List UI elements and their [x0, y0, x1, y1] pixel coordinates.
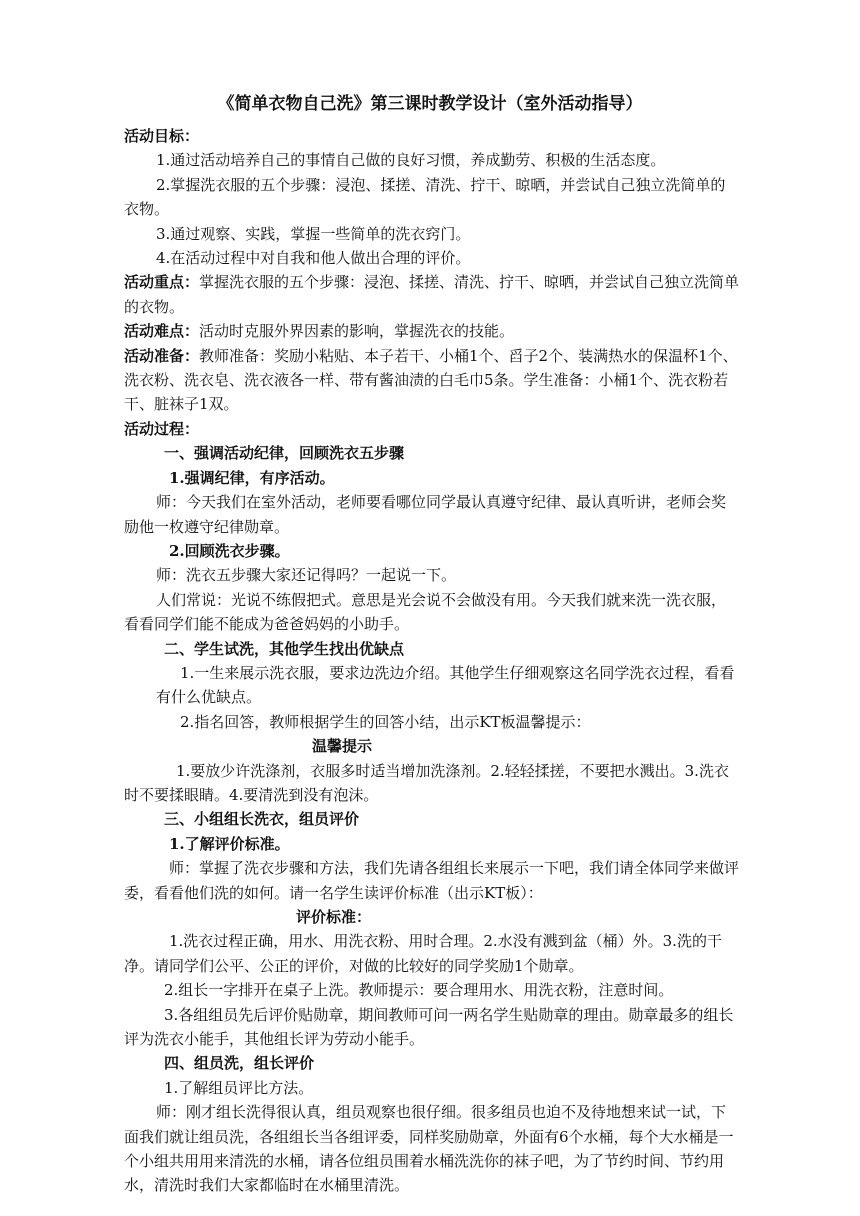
section-heading: 二、学生试洗，其他学生找出优缺点 — [164, 639, 405, 658]
document-body — [124, 124, 740, 1198]
goals-label: 活动目标： — [124, 127, 200, 145]
preparation-paragraph — [124, 344, 740, 417]
process-label: 活动过程： — [124, 419, 200, 438]
criteria-heading: 评价标准： — [296, 908, 372, 926]
paragraph: 师：刚才组长洗得很认真，组员观察也很仔细。很多组员也迫不及待地想来试一试，下面我们就让组员洗，各组组长当各组评委，同样奖励勋章，外面有6个水桶，每个大水桶是一个小组共用用来清洗的水桶，请各位组员围着水桶洗洗你的袜子吧，为了节约时间、节约用水，清洗时我们大家都临时在水桶里清洗。 — [124, 1103, 734, 1195]
section-heading: 四、组员洗，组长评价 — [164, 1054, 315, 1073]
criteria-text: 1.洗衣过程正确，用水、用洗衣粉、用时合理。2.水没有溅到盆（桶）外。3.洗的干净。请同学们公平、公正的评价，对做的比较好的同学奖励1个勋章。 — [124, 932, 722, 975]
paragraph: 师：今天我们在室外活动，老师要看哪位同学最认真遵守纪律、最认真听讲，老师会奖励他一枚遵守纪律勋章。 — [124, 493, 727, 536]
subsection-heading: 2.回顾洗衣步骤。 — [169, 541, 290, 560]
tips-heading: 温馨提示 — [312, 737, 373, 756]
section-heading: 三、小组组长洗衣，组员评价 — [164, 810, 360, 829]
preparation-text: 教师准备：奖励小粘贴、本子若干、小桶1个、舀子2个、装满热水的保温杯1个、洗衣粉、洗衣皂、洗衣液各一样、带有酱油渍的白毛巾5条。学生准备：小桶1个、洗衣粉若干、脏袜子1双。 — [124, 346, 738, 414]
key-point-label: 活动重点： — [124, 273, 200, 292]
subsection-heading: 1.了解评价标准。 — [169, 834, 290, 853]
section-heading: 一、强调活动纪律，回顾洗衣五步骤 — [164, 444, 405, 463]
paragraph: 2.组长一字排开在桌子上洗。教师提示：要合理用水、用洗衣粉，注意时间。 — [164, 981, 674, 1000]
paragraph: 师：洗衣五步骤大家还记得吗？一起说一下。 — [156, 566, 457, 585]
difficulty-text: 活动时克服外界因素的影响，掌握洗衣的技能。 — [199, 322, 515, 341]
goal-item: 2.掌握洗衣服的五个步骤：浸泡、揉搓、清洗、拧干、晾晒，并尝试自己独立洗简单的衣物。 — [124, 175, 726, 219]
tips-text: 1.要放少许洗涤剂，衣服多时适当增加洗涤剂。2.轻轻揉搓，不要把水溅出。3.洗衣时不要揉眼睛。4.要清洗到没有泡沫。 — [124, 761, 729, 804]
difficulty-label: 活动难点： — [124, 322, 200, 341]
goal-item: 3.通过观察、实践，掌握一些简单的洗衣窍门。 — [156, 224, 471, 243]
preparation-label: 活动准备： — [124, 346, 200, 365]
paragraph: 人们常说：光说不练假把式。意思是光会说不会做没有用。今天我们就来洗一洗衣服，看看同学们能不能成为爸爸妈妈的小助手。 — [124, 590, 727, 634]
key-point-paragraph — [124, 270, 740, 319]
paragraph: 1.一生来展示洗衣服，要求边洗边介绍。其他学生仔细观察这名同学洗衣过程，看看有什么优缺点。 — [156, 663, 735, 707]
goal-item: 1.通过活动培养自己的事情自己做的良好习惯，养成勤劳、积极的生活态度。 — [156, 151, 666, 170]
subsection-heading: 1.强调纪律，有序活动。 — [169, 468, 335, 487]
paragraph: 2.指名回答，教师根据学生的回答小结，出示KT板温馨提示： — [180, 712, 591, 731]
paragraph: 师：掌握了洗衣步骤和方法，我们先请各组组长来展示一下吧，我们请全体同学来做评委，看看他们洗的如何。请一名学生读评价标准（出示KT板）： — [124, 859, 740, 902]
goal-item: 4.在活动过程中对自我和他人做出合理的评价。 — [156, 249, 471, 268]
key-point-text: 掌握洗衣服的五个步骤：浸泡、揉搓、清洗、拧干、晾晒，并尝试自己独立洗简单的衣物。 — [124, 273, 740, 316]
paragraph: 3.各组组员先后评价贴勋章，期间教师可问一两名学生贴勋章的理由。勋章最多的组长评为洗衣小能手，其他组长评为劳动小能手。 — [124, 1005, 734, 1049]
document-title: 《简单衣物自己洗》第三课时教学设计（室外活动指导） — [217, 94, 643, 114]
difficulty-paragraph — [124, 319, 740, 343]
subsection-heading: 1.了解组员评比方法。 — [164, 1078, 314, 1097]
